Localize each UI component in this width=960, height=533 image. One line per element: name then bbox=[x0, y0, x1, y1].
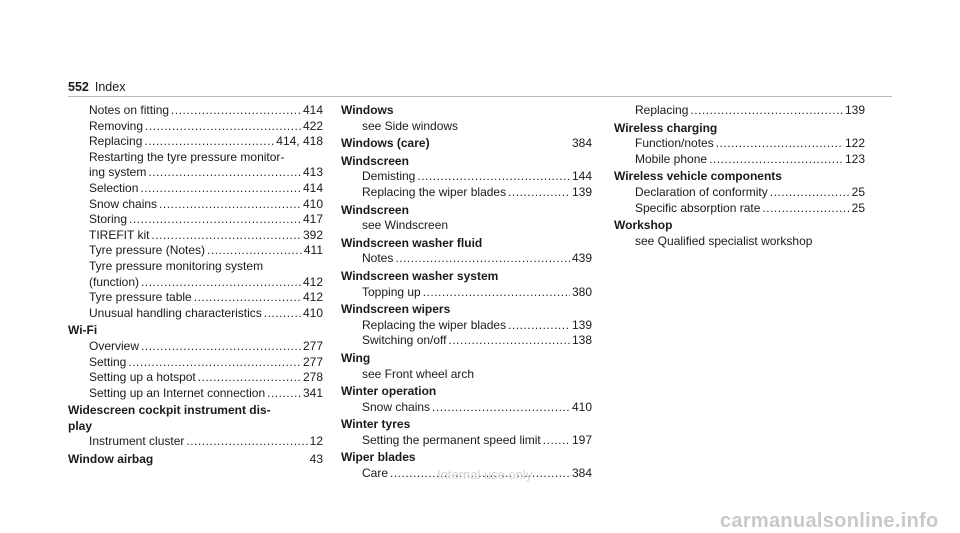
index-entry-wipers bbox=[341, 302, 592, 349]
index-heading: Wireless vehicle components bbox=[614, 169, 782, 184]
index-heading: Winter operation bbox=[341, 384, 437, 399]
index-column-3 bbox=[614, 103, 865, 251]
index-entry-window-airbag bbox=[68, 452, 323, 468]
index-entry-windscreen-see bbox=[341, 203, 592, 234]
page-number: 552 bbox=[68, 80, 89, 94]
index-subentry[interactable]: Care ..... 384 bbox=[341, 466, 592, 482]
page-section-title: Index bbox=[94, 80, 126, 94]
index-subentry[interactable]: Snow chains ..... 410 bbox=[341, 400, 592, 416]
index-entry-windscreen bbox=[341, 154, 592, 201]
site-watermark-logo: carmanualsonline.info bbox=[720, 510, 939, 532]
index-subentry: Restarting the tyre pressure monitor- bbox=[89, 149, 285, 164]
index-subentry[interactable]: Switching on/off ..... 138 bbox=[341, 333, 592, 349]
index-subentry[interactable]: Demisting ..... 144 bbox=[341, 169, 592, 185]
index-entry-wireless-charging bbox=[614, 121, 865, 168]
index-subentry[interactable]: Notes ..... 439 bbox=[341, 251, 592, 267]
index-subentry[interactable]: Setting ..... 277 bbox=[68, 355, 323, 371]
see-reference[interactable]: see Qualified specialist workshop bbox=[635, 233, 813, 248]
index-subentry[interactable]: Setting up an Internet connection ..... 341 bbox=[68, 386, 323, 402]
index-subentry[interactable]: TIREFIT kit ..... 392 bbox=[68, 228, 323, 244]
index-heading: Winter tyres bbox=[341, 417, 411, 432]
page-header bbox=[68, 80, 125, 94]
index-subentry[interactable]: Snow chains ..... 410 bbox=[68, 197, 323, 213]
index-heading: Widescreen cockpit instrument dis- bbox=[68, 403, 271, 418]
index-subentry[interactable]: Replacing ..... 414, 418 bbox=[68, 134, 323, 150]
index-subentry[interactable]: Mobile phone ..... 123 bbox=[614, 152, 865, 168]
index-subentry[interactable]: Notes on fitting ..... 414 bbox=[68, 103, 323, 119]
index-entry-widescreen bbox=[68, 403, 323, 450]
index-subentry[interactable]: Setting the permanent speed limit ..... 197 bbox=[341, 433, 592, 449]
index-entry-windows bbox=[341, 103, 592, 134]
index-subentry[interactable]: Replacing the wiper blades ..... 139 bbox=[341, 318, 592, 334]
index-subentry[interactable]: Overview ..... 277 bbox=[68, 339, 323, 355]
index-subentry[interactable]: Setting up a hotspot ..... 278 bbox=[68, 370, 323, 386]
index-subentry[interactable]: (function) ..... 412 bbox=[68, 275, 323, 291]
index-subentry[interactable]: Removing ..... 422 bbox=[68, 119, 323, 135]
see-reference[interactable]: see Side windows bbox=[362, 118, 459, 133]
watermark-text: Internal use only bbox=[437, 467, 533, 482]
index-heading: Windscreen bbox=[341, 202, 409, 217]
index-subentry[interactable]: Selection ..... 414 bbox=[68, 181, 323, 197]
see-reference[interactable]: see Front wheel arch bbox=[362, 366, 475, 381]
index-subentry[interactable]: Replacing ..... 139 bbox=[614, 103, 865, 119]
index-entry-washer-system bbox=[341, 269, 592, 300]
index-heading[interactable]: Windows (care) 384 bbox=[341, 136, 592, 151]
tyres-subentries bbox=[68, 103, 323, 321]
index-subentry[interactable]: Tyre pressure (Notes) ..... 411 bbox=[68, 243, 323, 259]
index-subentry[interactable]: Declaration of conformity ..... 25 bbox=[614, 185, 865, 201]
index-entry-winter-operation bbox=[341, 384, 592, 415]
index-heading: Wireless charging bbox=[614, 120, 718, 135]
index-subentry[interactable]: Function/notes ..... 122 bbox=[614, 136, 865, 152]
index-entry-wifi bbox=[68, 323, 323, 401]
index-subentry[interactable]: Unusual handling characteristics ..... 410 bbox=[68, 306, 323, 322]
see-reference[interactable]: see Windscreen bbox=[362, 218, 449, 233]
index-subentry[interactable]: Replacing the wiper blades ..... 139 bbox=[341, 185, 592, 201]
index-entry-washer-fluid bbox=[341, 236, 592, 267]
index-entry-continued bbox=[614, 103, 865, 119]
index-heading: Wi-Fi bbox=[68, 323, 98, 338]
index-subentry[interactable]: Specific absorption rate ..... 25 bbox=[614, 201, 865, 217]
index-heading: Windscreen bbox=[341, 153, 409, 168]
index-heading: Wing bbox=[341, 350, 371, 365]
index-heading: Windscreen wipers bbox=[341, 302, 451, 317]
index-heading: Workshop bbox=[614, 218, 673, 233]
index-subentry[interactable]: Instrument cluster ..... 12 bbox=[68, 434, 323, 450]
index-heading[interactable]: Window airbag 43 bbox=[68, 452, 323, 467]
index-subentry[interactable]: Storing ..... 417 bbox=[68, 212, 323, 228]
index-subentry[interactable]: Tyre pressure table ..... 412 bbox=[68, 290, 323, 306]
index-column-1 bbox=[68, 103, 323, 470]
index-entry-wing bbox=[341, 351, 592, 382]
index-entry-windows-care bbox=[341, 136, 592, 152]
index-entry-winter-tyres bbox=[341, 417, 592, 448]
index-subentry[interactable]: ing system ..... 413 bbox=[68, 165, 323, 181]
index-heading: Windscreen washer fluid bbox=[341, 235, 483, 250]
index-heading: Windows bbox=[341, 103, 394, 117]
index-column-2 bbox=[341, 103, 592, 484]
index-heading: Windscreen washer system bbox=[341, 268, 499, 283]
index-subentry[interactable]: Topping up ..... 380 bbox=[341, 285, 592, 301]
index-heading-continued: play bbox=[68, 418, 93, 433]
index-subentry: Tyre pressure monitoring system bbox=[89, 258, 264, 273]
index-heading: Wiper blades bbox=[341, 450, 416, 465]
header-rule bbox=[68, 96, 892, 97]
index-entry-wireless-components bbox=[614, 169, 865, 216]
index-entry-workshop bbox=[614, 218, 865, 249]
